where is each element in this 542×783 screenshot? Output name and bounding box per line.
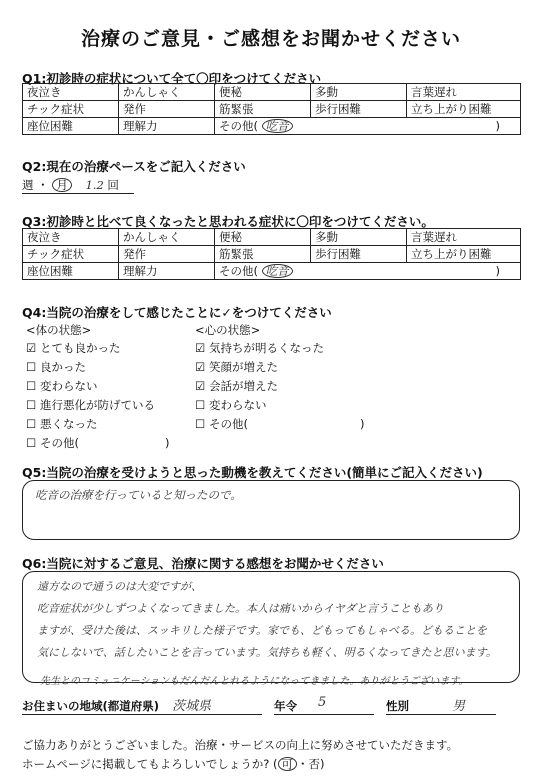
q4-body-item: ☑ とても良かった xyxy=(26,341,121,355)
checkbox-icon[interactable]: ☐ xyxy=(195,417,206,431)
q4-mind-item: ☐ その他( ) xyxy=(195,417,365,431)
q4-mind-item: ☐ 変わらない xyxy=(195,398,267,412)
q1-heading: Q1:初診時の症状について全て〇印をつけてください xyxy=(22,71,322,86)
q4-body-item: ☐ 悪くなった xyxy=(26,417,98,431)
checkbox-icon[interactable]: ☑ xyxy=(195,379,206,393)
q2-pace xyxy=(22,177,134,194)
checkbox-icon[interactable]: ☑ xyxy=(195,360,206,374)
checkbox-icon[interactable]: ☐ xyxy=(26,417,37,431)
q4-heading: Q4:当院の治療をして感じたことに✓をつけてください xyxy=(22,305,332,320)
q1-cell: 理解力 xyxy=(119,118,215,135)
q2-unit: 回 xyxy=(107,178,119,192)
q2-sep: ・ xyxy=(37,178,49,192)
info-row xyxy=(22,695,520,714)
q3-other-answer: 吃音 xyxy=(262,264,293,278)
q3-cell: 歩行困難 xyxy=(311,246,407,263)
q2-heading: Q2:現在の治療ペースをご記入ください xyxy=(22,159,246,174)
publish-no[interactable]: 否 xyxy=(308,757,321,771)
q1-other-close: ) xyxy=(495,119,500,133)
q4-mind-close: ) xyxy=(359,417,365,431)
footer-thanks: ご協力ありがとうございました。治療・サービスの向上に努めさせていただきます。 xyxy=(22,738,459,752)
region-label: お住まいの地域(都道府県) xyxy=(22,698,262,715)
publish-yes[interactable]: 可 xyxy=(278,757,298,771)
q6-heading: Q6:当院に対するご意見、治療に関する感想をお聞かせください xyxy=(22,556,384,571)
q1-cell: 筋緊張 xyxy=(215,101,311,118)
q4-mind-item: ☑ 笑顔が増えた xyxy=(195,360,278,374)
q2-value: 1.2 xyxy=(85,178,104,192)
q3-cell: 発作 xyxy=(119,246,215,263)
q4-mind-item: ☑ 会話が増えた xyxy=(195,379,278,393)
q1-cell: 夜泣き xyxy=(23,84,119,101)
q4-body-close: ) xyxy=(164,436,170,450)
q1-cell: 言葉遅れ xyxy=(407,84,521,101)
checkbox-icon[interactable]: ☐ xyxy=(26,436,37,450)
q4-body-item: ☐ その他( ) xyxy=(26,436,170,450)
q2-week: 週 xyxy=(22,178,34,192)
q1-cell: 多動 xyxy=(311,84,407,101)
q1-cell: 立ち上がり困難 xyxy=(407,101,521,118)
q1-cell: 歩行困難 xyxy=(311,101,407,118)
q6-line: 気にしないで、話したいことを言っています。気持ちも軽く、明るくなってきたと思います。 xyxy=(37,646,497,659)
checkbox-icon[interactable]: ☐ xyxy=(26,379,37,393)
q6-answer-box[interactable] xyxy=(22,571,520,683)
q1-cell: 便秘 xyxy=(215,84,311,101)
q3-cell: 多動 xyxy=(311,229,407,246)
q1-cell: 発作 xyxy=(119,101,215,118)
q1-other-label: その他( xyxy=(219,119,258,133)
page-title: 治療のご意見・ご感想をお聞かせください xyxy=(80,28,461,50)
q5-answer-box[interactable] xyxy=(22,480,520,540)
q5-heading: Q5:当院の治療を受けようと思った動機を教えてください(簡単にご記入ください) xyxy=(22,465,483,480)
q4-mind-item: ☑ 気持ちが明るくなった xyxy=(195,341,324,355)
q6-line: 吃音症状が少しずつよくなってきました。本人は痛いからイヤダと言うこともあり xyxy=(37,602,444,615)
q5-answer: 吃音の治療を行っていると知ったので。 xyxy=(35,488,242,502)
q4-body-item: ☐ 進行悪化が防げている xyxy=(26,398,155,412)
region-value[interactable]: 茨城県 xyxy=(172,699,212,714)
q1-other-cell xyxy=(215,118,521,135)
q6-line: 先生とのコミュニケーションもだんだんとれるようになってきました。ありがとうございます。 xyxy=(40,676,469,687)
checkbox-icon[interactable]: ☑ xyxy=(26,341,37,355)
q1-cell: かんしゃく xyxy=(119,84,215,101)
gender-value[interactable]: 男 xyxy=(452,699,466,714)
q1-other-answer: 吃音 xyxy=(262,119,293,133)
q3-cell: 夜泣き xyxy=(23,229,119,246)
q1-cell: チック症状 xyxy=(23,101,119,118)
footer-publish: ホームページに掲載してもよろしいでしょうか? ( 可 ・否) xyxy=(22,757,325,771)
q3-cell: 理解力 xyxy=(119,263,215,280)
q4-mind-list xyxy=(195,340,364,435)
q3-symptom-table xyxy=(22,228,521,280)
q3-cell: 言葉遅れ xyxy=(407,229,521,246)
q1-symptom-table xyxy=(22,83,521,135)
age-value[interactable]: 5 xyxy=(318,695,327,710)
q4-body-list xyxy=(26,340,169,454)
q3-cell: チック症状 xyxy=(23,246,119,263)
q4-body-item: ☐ 変わらない xyxy=(26,379,98,393)
q6-line: 遠方なので通うのは大変ですが、 xyxy=(37,580,202,593)
q4-body-item: ☐ 良かった xyxy=(26,360,86,374)
q3-heading: Q3:初診時と比べて良くなったと思われる症状に〇印をつけてください。 xyxy=(22,214,434,229)
checkbox-icon[interactable]: ☑ xyxy=(195,341,206,355)
q6-line: ますが、受けた後は、スッキリした様子です。家でも、どもってもしゃべる。どもることを xyxy=(37,624,488,637)
q2-month: 月 xyxy=(52,178,72,192)
publish-question: ホームページに掲載してもよろしいでしょうか? xyxy=(22,757,270,771)
q4-mind-label: <心の状態> xyxy=(195,323,261,337)
q3-other-cell xyxy=(215,263,521,280)
q1-cell: 座位困難 xyxy=(23,118,119,135)
gender-label: 性別 xyxy=(386,698,496,715)
checkbox-icon[interactable]: ☐ xyxy=(195,398,206,412)
checkbox-icon[interactable]: ☐ xyxy=(26,360,37,374)
q3-other-label: その他( xyxy=(219,264,258,278)
q3-other-close: ) xyxy=(495,264,500,278)
q4-body-label: <体の状態> xyxy=(26,323,92,337)
checkbox-icon[interactable]: ☐ xyxy=(26,398,37,412)
age-label: 年令 xyxy=(274,698,374,715)
q3-cell: かんしゃく xyxy=(119,229,215,246)
q3-cell: 筋緊張 xyxy=(215,246,311,263)
q3-cell: 立ち上がり困難 xyxy=(407,246,521,263)
q3-cell: 便秘 xyxy=(215,229,311,246)
q3-cell: 座位困難 xyxy=(23,263,119,280)
